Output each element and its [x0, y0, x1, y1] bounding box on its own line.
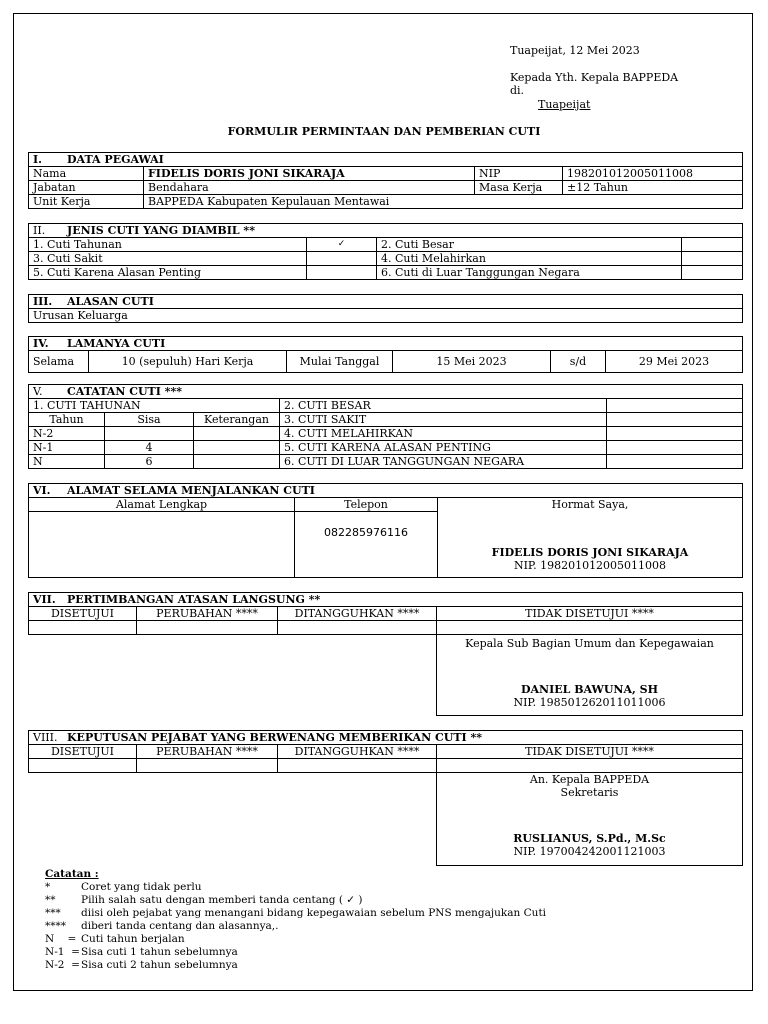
- form-title: FORMULIR PERMINTAAN DAN PEMBERIAN CUTI: [227, 125, 541, 138]
- leave-record-label: 4. CUTI MELAHIRKAN: [280, 427, 607, 441]
- remaining-cell: 4: [105, 441, 194, 455]
- section-alasan-cuti: [28, 294, 743, 323]
- checkbox-cell[interactable]: [137, 759, 278, 773]
- leave-duration: 10 (sepuluh) Hari Kerja: [89, 351, 287, 373]
- field-label: s/d: [551, 351, 606, 373]
- section-lamanya-cuti: [28, 336, 743, 373]
- year-cell: N-2: [29, 427, 105, 441]
- section-catatan-cuti: [28, 384, 743, 469]
- section-heading: ALASAN CUTI: [67, 295, 154, 308]
- checkbox-cell[interactable]: [682, 252, 743, 266]
- signer-nip: NIP. 198201012005011008: [513, 559, 667, 572]
- checkbox-cell[interactable]: [278, 759, 437, 773]
- field-label: Selama: [29, 351, 89, 373]
- leave-record-label: 6. CUTI DI LUAR TANGGUNGAN NEGARA: [280, 455, 607, 469]
- employee-position: Bendahara: [144, 181, 475, 195]
- note-item: N-1 = Sisa cuti 1 tahun sebelumnya: [45, 946, 238, 958]
- leave-type-item: 4. Cuti Melahirkan: [377, 252, 682, 266]
- checkbox-cell[interactable]: [307, 266, 377, 280]
- decision-header: TIDAK DISETUJUI ****: [437, 745, 743, 759]
- field-label: Nama: [29, 167, 144, 181]
- decision-header: DITANGGUHKAN ****: [278, 745, 437, 759]
- table-row: [29, 455, 743, 469]
- note-item: N-2 = Sisa cuti 2 tahun sebelumnya: [45, 959, 238, 971]
- footnotes: [45, 868, 546, 972]
- note-item: * Coret yang tidak perlu: [45, 881, 202, 893]
- field-label: Jabatan: [29, 181, 144, 195]
- place-date: Tuapeijat, 12 Mei 2023: [510, 44, 640, 57]
- section-heading: JENIS CUTI YANG DIAMBIL **: [67, 224, 255, 237]
- leave-end-date: 29 Mei 2023: [606, 351, 743, 373]
- approver-name: DANIEL BAWUNA, SH: [520, 683, 659, 696]
- decision-header: DISETUJUI: [29, 745, 137, 759]
- note-item: **** diberi tanda centang dan alasannya,.: [45, 920, 279, 932]
- column-header: Alamat Lengkap: [29, 498, 295, 512]
- checkbox-cell[interactable]: [137, 621, 278, 635]
- section-num: III.: [33, 295, 53, 308]
- leave-type-item: 6. Cuti di Luar Tanggungan Negara: [377, 266, 682, 280]
- phone-number: 082285976116: [295, 512, 438, 578]
- employee-tenure: ±12 Tahun: [563, 181, 743, 195]
- section-num: I.: [33, 153, 42, 166]
- section-num: II.: [33, 224, 46, 237]
- approver-title: Kepala Sub Bagian Umum dan Kepegawaian: [465, 637, 714, 650]
- employee-name: FIDELIS DORIS JONI SIKARAJA: [144, 167, 475, 181]
- employee-nip: 198201012005011008: [563, 167, 743, 181]
- column-header: Sisa: [105, 413, 194, 427]
- section-heading: PERTIMBANGAN ATASAN LANGSUNG **: [67, 593, 321, 606]
- section-num: VI.: [33, 484, 51, 497]
- signer-name: FIDELIS DORIS JONI SIKARAJA: [491, 546, 689, 559]
- section-jenis-cuti: [28, 223, 743, 280]
- section-data-pegawai: [28, 152, 743, 209]
- section-heading: DATA PEGAWAI: [67, 153, 164, 166]
- checkbox-cell[interactable]: [437, 621, 743, 635]
- field-label: NIP: [475, 167, 563, 181]
- leave-record-label: 2. CUTI BESAR: [280, 399, 607, 413]
- checkbox-cell[interactable]: [29, 759, 137, 773]
- note-item: N = Cuti tahun berjalan: [45, 933, 185, 945]
- remaining-cell: 6: [105, 455, 194, 469]
- decision-header: TIDAK DISETUJUI ****: [437, 607, 743, 621]
- leave-record-label: 5. CUTI KARENA ALASAN PENTING: [280, 441, 607, 455]
- official-title: An. Kepala BAPPEDA: [529, 773, 650, 786]
- section-pertimbangan-atasan: [28, 592, 743, 716]
- addressee: Kepada Yth. Kepala BAPPEDA: [510, 71, 679, 84]
- closing-greeting: Hormat Saya,: [551, 498, 629, 511]
- addressee-city: Tuapeijat: [538, 98, 591, 111]
- column-header: Telepon: [295, 498, 438, 512]
- leave-type-item: 1. Cuti Tahunan: [29, 238, 307, 252]
- leave-reason: Urusan Keluarga: [29, 309, 743, 323]
- leave-record-label: 3. CUTI SAKIT: [280, 413, 607, 427]
- decision-header: DISETUJUI: [29, 607, 137, 621]
- official-subtitle: Sekretaris: [560, 786, 619, 799]
- address-field[interactable]: [29, 512, 295, 578]
- section-keputusan-pejabat: [28, 730, 743, 866]
- checkbox-cell[interactable]: [682, 238, 743, 252]
- section-heading: LAMANYA CUTI: [67, 337, 166, 350]
- decision-header: PERUBAHAN ****: [137, 607, 278, 621]
- section-heading: CATATAN CUTI ***: [67, 385, 182, 398]
- section-num: IV.: [33, 337, 49, 350]
- table-row: [29, 441, 743, 455]
- approver-nip: NIP. 198501262011011006: [513, 696, 666, 709]
- remaining-cell: [105, 427, 194, 441]
- leave-type-item: 3. Cuti Sakit: [29, 252, 307, 266]
- field-label: Mulai Tanggal: [287, 351, 393, 373]
- decision-header: PERUBAHAN ****: [137, 745, 278, 759]
- leave-type-item: 5. Cuti Karena Alasan Penting: [29, 266, 307, 280]
- checkbox-cell[interactable]: [278, 621, 437, 635]
- year-cell: N-1: [29, 441, 105, 455]
- official-nip: NIP. 197004242001121003: [513, 845, 666, 858]
- section-heading: ALAMAT SELAMA MENJALANKAN CUTI: [67, 484, 315, 497]
- leave-type-item: 2. Cuti Besar: [377, 238, 682, 252]
- section-alamat-cuti: [28, 483, 743, 578]
- note-item: ** Pilih salah satu dengan memberi tanda centang ( ✓ ): [45, 894, 363, 906]
- check-icon[interactable]: ✓: [307, 238, 377, 252]
- table-row: [29, 427, 743, 441]
- section-heading: KEPUTUSAN PEJABAT YANG BERWENANG MEMBERIKAN CUTI **: [67, 731, 482, 744]
- leave-record-label: 1. CUTI TAHUNAN: [29, 399, 280, 413]
- checkbox-cell[interactable]: [682, 266, 743, 280]
- checkbox-cell[interactable]: [307, 252, 377, 266]
- section-num: VII.: [33, 593, 56, 606]
- field-label: Masa Kerja: [475, 181, 563, 195]
- decision-header: DITANGGUHKAN ****: [278, 607, 437, 621]
- notes-heading: Catatan :: [45, 868, 99, 880]
- section-num: V.: [33, 385, 43, 398]
- checkbox-cell[interactable]: [437, 759, 743, 773]
- column-header: Tahun: [29, 413, 105, 427]
- official-name: RUSLIANUS, S.Pd., M.Sc: [513, 832, 666, 845]
- note-item: *** diisi oleh pejabat yang menangani bidang kepegawaian sebelum PNS mengajukan Cuti: [45, 907, 547, 919]
- field-label: Unit Kerja: [29, 195, 144, 209]
- column-header: Keterangan: [194, 413, 280, 427]
- leave-start-date: 15 Mei 2023: [393, 351, 551, 373]
- section-num: VIII.: [33, 731, 58, 744]
- employee-unit: BAPPEDA Kabupaten Kepulauan Mentawai: [144, 195, 743, 209]
- checkbox-cell[interactable]: [29, 621, 137, 635]
- addressee-di: di.: [510, 84, 525, 97]
- year-cell: N: [29, 455, 105, 469]
